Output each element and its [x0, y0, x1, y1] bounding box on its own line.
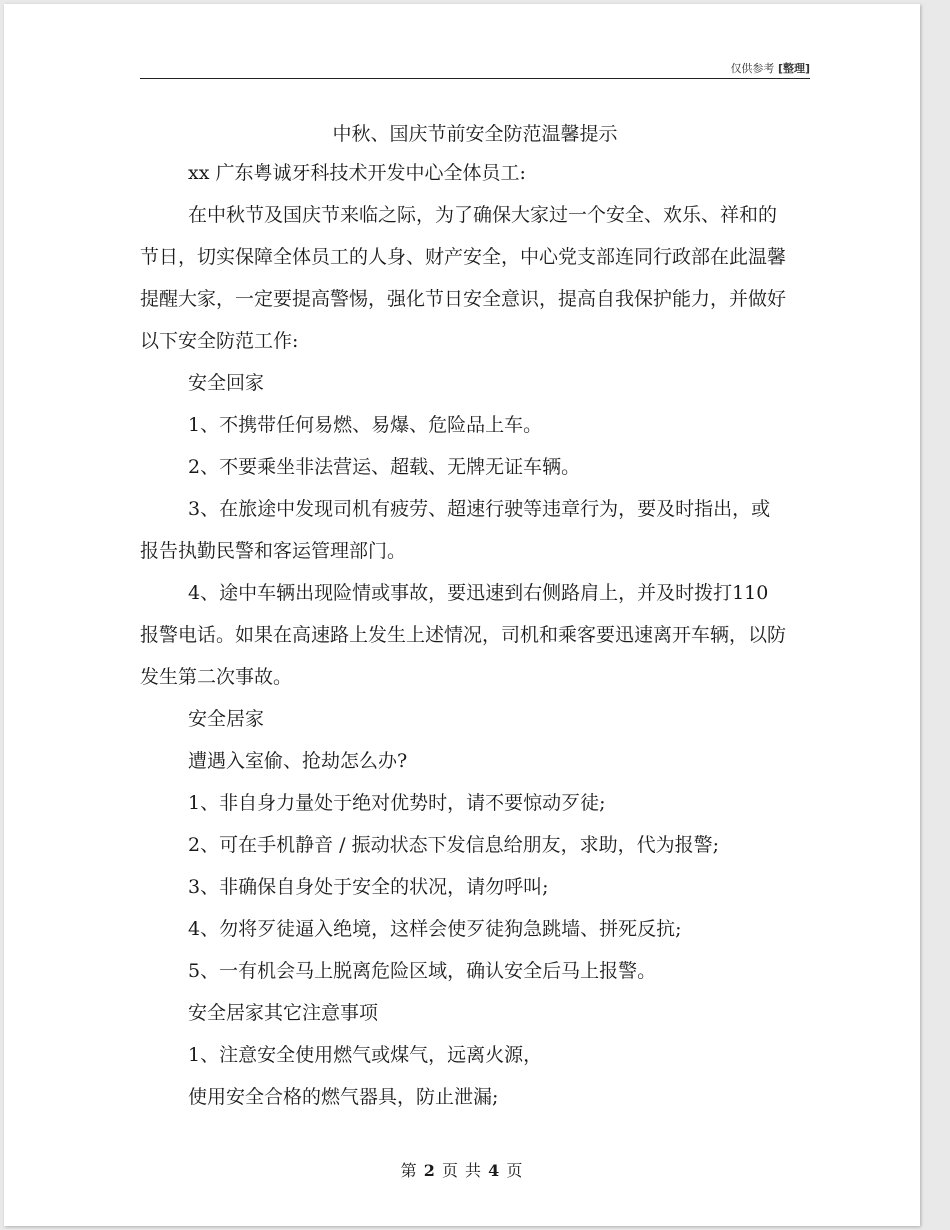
header-tag: [整理]: [777, 62, 810, 75]
paragraph: 在中秋节及国庆节来临之际，为了确保大家过一个安全、欢乐、祥和的节日，切实保障全体员工的人身、财产安全，中心党支部连同行政部在此温馨提醒大家，一定要提高警惕，强化节日安全意识，提高自我保护能力，并做好以下安全防范工作:: [140, 204, 787, 352]
paragraph: 安全居家其它注意事项: [188, 1002, 379, 1024]
footer-suffix: 页: [506, 1161, 524, 1180]
paragraph: 5、一有机会马上脱离危险区域，确认安全后马上报警。: [188, 960, 657, 982]
page-footer: [4, 1158, 920, 1181]
paragraph: 使用安全合格的燃气器具，防止泄漏;: [188, 1086, 499, 1108]
document-page: [4, 4, 920, 1226]
document-body: [140, 116, 786, 1118]
paragraph: 1、不携带任何易燃、易爆、危险品上车。: [188, 414, 543, 436]
paragraph: 遭遇入室偷、抢劫怎么办?: [188, 750, 408, 772]
paragraph: 4、途中车辆出现险情或事故，要迅速到右侧路肩上，并及时拨打110 报警电话。如果在高速路上发生上述情况，司机和乘客要迅速离开车辆，以防发生第二次事故。: [140, 582, 787, 688]
current-page-number: 2: [423, 1161, 436, 1180]
paragraph: 2、不要乘坐非法营运、超载、无牌无证车辆。: [188, 456, 581, 478]
paragraph: 安全回家: [188, 372, 265, 394]
paragraph: 安全居家: [188, 708, 265, 730]
document-title: 中秋、国庆节前安全防范温馨提示: [332, 123, 618, 145]
paragraph: 4、勿将歹徒逼入绝境，这样会使歹徒狗急跳墙、拼死反抗;: [188, 918, 682, 940]
total-pages-number: 4: [488, 1161, 501, 1180]
paragraph-list: [140, 152, 786, 1118]
paragraph: 2、可在手机静音 / 振动状态下发信息给朋友，求助，代为报警;: [188, 834, 719, 856]
header-note-text: 仅供参考: [730, 62, 775, 75]
paragraph: 1、非自身力量处于绝对优势时，请不要惊动歹徒;: [188, 792, 606, 814]
paragraph: xx 广东粤诚牙科技术开发中心全体员工:: [188, 162, 526, 184]
header-note: [730, 60, 810, 76]
footer-middle: 页 共: [441, 1161, 483, 1180]
paragraph: 1、注意安全使用燃气或煤气，远离火源，: [188, 1044, 543, 1066]
footer-prefix: 第: [400, 1161, 418, 1180]
paragraph: 3、在旅途中发现司机有疲劳、超速行驶等违章行为，要及时指出，或报告执勤民警和客运管理部门。: [140, 498, 771, 562]
header-divider: [140, 78, 810, 79]
paragraph: 3、非确保自身处于安全的状况，请勿呼叫;: [188, 876, 549, 898]
